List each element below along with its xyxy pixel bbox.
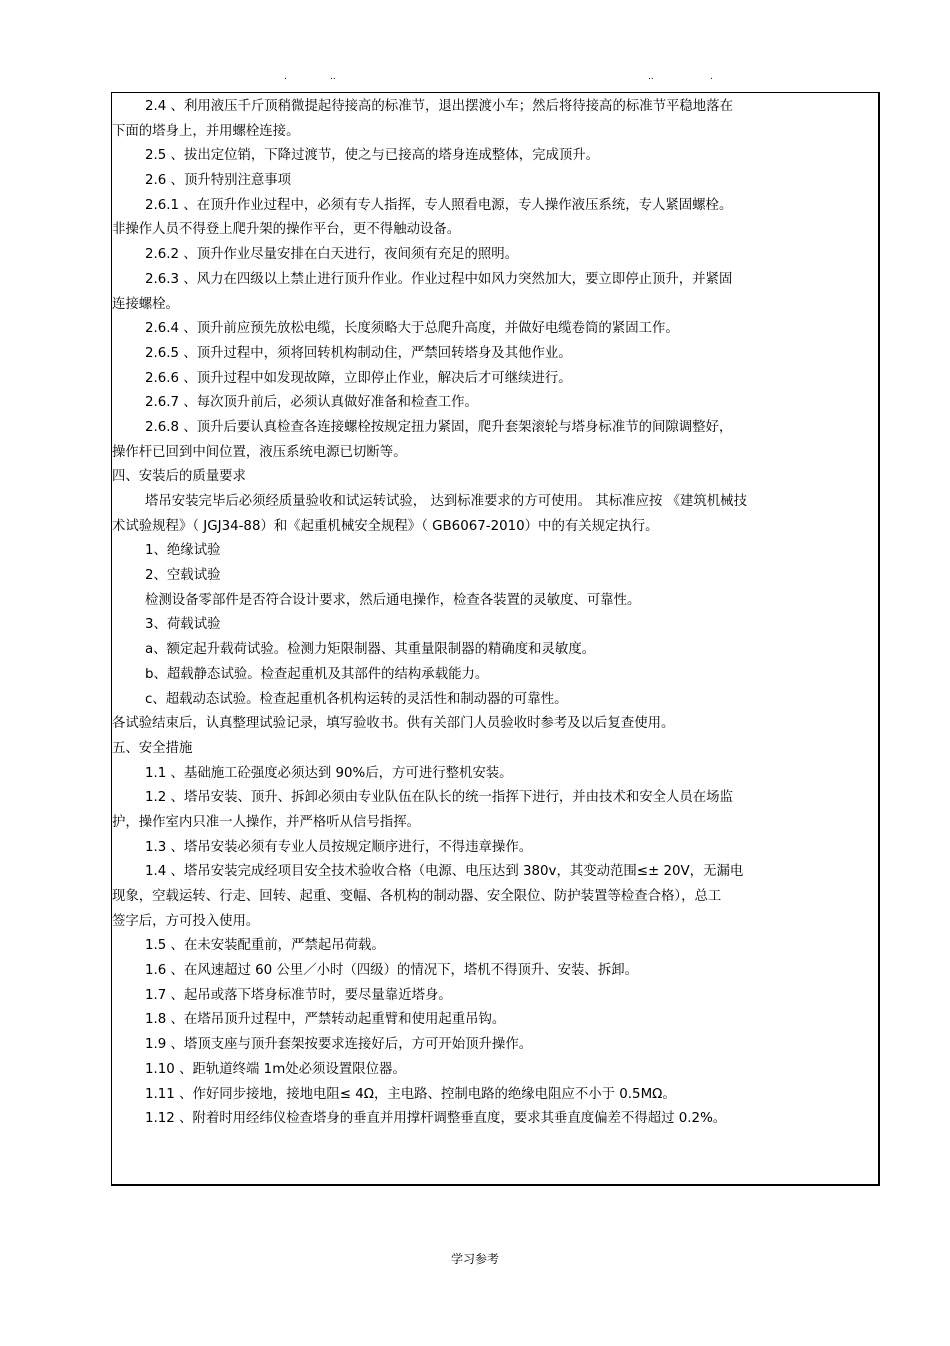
text-line: 1.7 、起吊或落下塔身标准节时，要尽量靠近塔身。: [145, 987, 452, 1003]
text-line: 2.6.7 、每次顶升前后，必须认真做好准备和检查工作。: [145, 395, 478, 411]
text-line: 2.6.5 、顶升过程中，须将回转机构制动住，严禁回转塔身及其他作业。: [145, 345, 572, 361]
text-line: 1.11 、作好同步接地，接地电阻≤ 4Ω，主电路、控制电路的绝缘电阻应不小于 0.5MΩ。: [145, 1086, 676, 1102]
text-line: 操作杆已回到中间位置，液压系统电源已切断等。: [112, 444, 407, 460]
text-line: 1.5 、在未安装配重前，严禁起吊荷载。: [145, 938, 385, 954]
text-line: 2.4 、利用液压千斤顶稍微提起待接高的标准节，退出摆渡小车；然后将待接高的标准节平稳地落在: [145, 99, 733, 114]
text-line: 1.4 、塔吊安装完成经项目安全技术验收合格（电源、电压达到 380v，其变动范围≤± 20V，无漏电: [145, 864, 744, 880]
text-line: 四、安装后的质量要求: [112, 469, 246, 485]
text-line: 1.12 、附着时用经纬仪检查塔身的垂直并用撑杆调整垂直度，要求其垂直度偏差不得超过 0.2%。: [145, 1111, 727, 1127]
text-line: a、额定起升载荷试验。检测力矩限制器、其重量限制器的精确度和灵敏度。: [145, 642, 596, 658]
text-line: 1.8 、在塔吊顶升过程中，严禁转动起重臂和使用起重吊钩。: [145, 1012, 506, 1028]
text-line: 1.3 、塔吊安装必须有专业人员按规定顺序进行，不得违章操作。: [145, 839, 533, 855]
header-mark: .: [284, 72, 287, 82]
text-line: 现象，空载运转、行走、回转、起重、变幅、各机构的制动器、安全限位、防护装置等检查合格），总工: [112, 889, 722, 904]
text-line: 术试验规程》（ JGJ34-88）和《起重机械安全规程》（ GB6067-2010）中的有关规定执行。: [112, 518, 659, 534]
header-mark: ..: [330, 72, 336, 82]
text-line: 非操作人员不得登上爬升架的操作平台，更不得触动设备。: [112, 222, 461, 238]
text-line: 五、安全措施: [112, 740, 193, 756]
document-body: [112, 95, 880, 1132]
text-line: 各试验结束后，认真整理试验记录，填写验收书。供有关部门人员验收时参考及以后复查使用。: [112, 716, 675, 732]
text-line: 2.6.6 、顶升过程中如发现故障，立即停止作业，解决后才可继续进行。: [145, 370, 572, 386]
text-line: 1.6 、在风速超过 60 公里／小时（四级）的情况下，塔机不得顶升、安装、拆卸。: [145, 963, 638, 979]
text-line: 3、荷载试验: [145, 617, 221, 633]
header-mark: .: [710, 72, 713, 82]
text-line: 2.6.8 、顶升后要认真检查各连接螺栓按规定扭力紧固，爬升套架滚轮与塔身标准节的间隙调整好，: [145, 419, 733, 435]
text-line: 2.6.3 、风力在四级以上禁止进行顶升作业。作业过程中如风力突然加大，要立即停止顶升，并紧固: [145, 271, 733, 287]
page-footer: 学习参考: [450, 1252, 499, 1266]
header-mark: ..: [648, 72, 654, 82]
text-line: 下面的塔身上，并用螺栓连接。: [112, 123, 300, 139]
text-line: 1.10 、距轨道终端 1m处必须设置限位器。: [145, 1061, 406, 1077]
text-line: 1.2 、塔吊安装、顶升、拆卸必须由专业队伍在队长的统一指挥下进行，并由技术和安全人员在场监: [145, 790, 733, 806]
text-line: 塔吊安装完毕后必须经质量验收和试运转试验， 达到标准要求的方可使用。 其标准应按 《建筑机械技: [145, 494, 747, 509]
text-line: 护，操作室内只准一人操作，并严格听从信号指挥。: [112, 814, 420, 830]
text-line: 1、绝缘试验: [145, 543, 221, 559]
text-line: c、超载动态试验。检查起重机各机构运转的灵活性和制动器的可靠性。: [145, 691, 568, 707]
text-line: 2.6.1 、在顶升作业过程中，必须有专人指挥，专人照看电源，专人操作液压系统，专人紧固螺栓。: [145, 197, 733, 213]
text-line: 2、空载试验: [145, 568, 221, 584]
text-line: 连接螺栓。: [112, 296, 179, 312]
text-line: 1.1 、基础施工砼强度必须达到 90%后，方可进行整机安装。: [145, 765, 513, 781]
text-line: 签字后，方可投入使用。: [112, 913, 260, 929]
text-line: b、超载静态试验。检查起重机及其部件的结构承载能力。: [145, 666, 489, 682]
text-line: 2.6.2 、顶升作业尽量安排在白天进行，夜间须有充足的照明。: [145, 247, 519, 263]
text-line: 2.6.4 、顶升前应预先放松电缆，长度须略大于总爬升高度，并做好电缆卷筒的紧固工作。: [145, 321, 679, 337]
text-line: 2.5 、拔出定位销，下降过渡节，使之与已接高的塔身连成整体，完成顶升。: [145, 148, 600, 164]
text-line: 1.9 、塔顶支座与顶升套架按要求连接好后，方可开始顶升操作。: [145, 1037, 533, 1053]
text-line: 2.6 、顶升特别注意事项: [145, 173, 292, 189]
text-line: 检测设备零部件是否符合设计要求，然后通电操作，检查各装置的灵敏度、可靠性。: [145, 592, 641, 608]
